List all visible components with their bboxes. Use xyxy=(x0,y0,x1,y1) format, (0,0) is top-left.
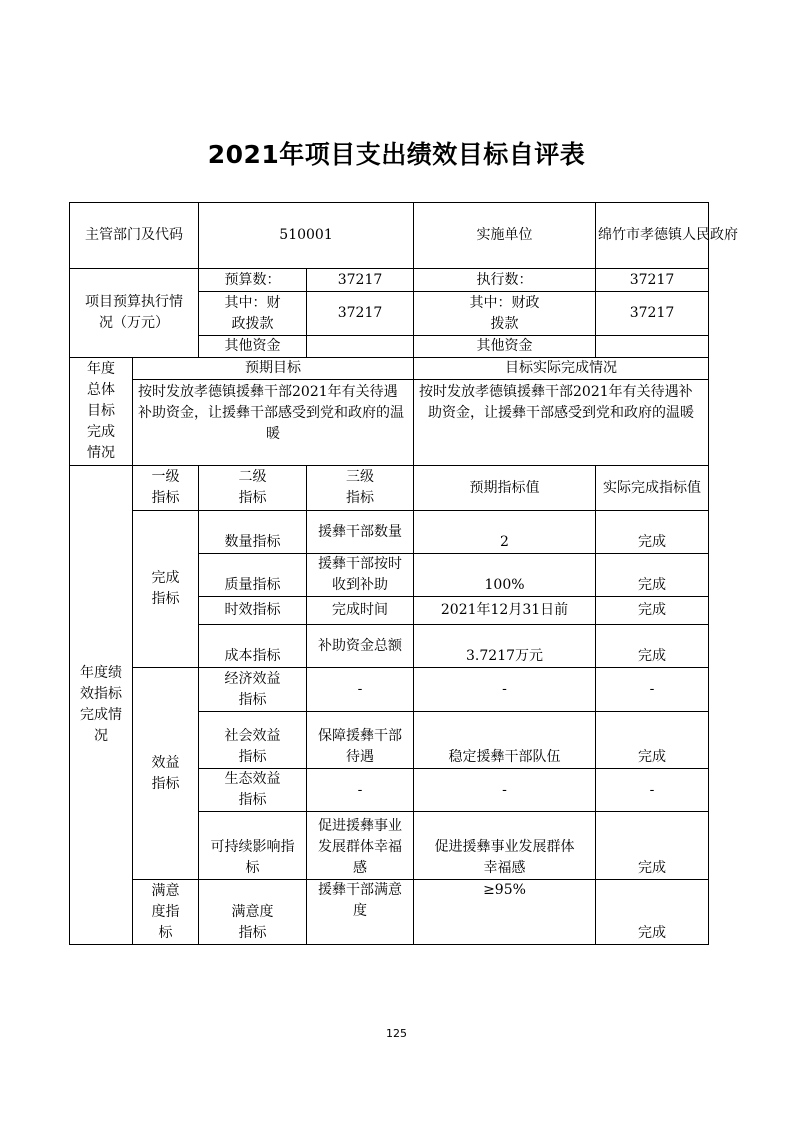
annual-section-label: 年度总体目标完成情况 xyxy=(70,358,133,466)
dept-label: 主管部门及代码 xyxy=(70,203,199,269)
budget-section-label: 项目预算执行情况（万元） xyxy=(70,269,199,358)
fiscal-budget-value: 37217 xyxy=(307,292,414,336)
exec-label: 执行数： xyxy=(414,269,596,292)
level3-cell: 补助资金总额 xyxy=(307,625,414,668)
other-exec-value xyxy=(596,336,709,358)
actual-cell: 完成 xyxy=(596,597,709,625)
table-row xyxy=(70,511,709,554)
level2-cell: 时效指标 xyxy=(199,597,307,625)
group-satisfaction: 满意度指标 xyxy=(133,880,199,945)
level2-cell: 生态效益指标 xyxy=(199,769,307,812)
actual-cell: 完成 xyxy=(596,712,709,769)
actual-cell: 完成 xyxy=(596,511,709,554)
annual-header-row xyxy=(70,358,709,380)
indicator-header-row xyxy=(70,466,709,511)
actual-header: 目标实际完成情况 xyxy=(414,358,709,380)
unit-label: 实施单位 xyxy=(414,203,596,269)
level3-cell: 保障援彝干部待遇 xyxy=(307,712,414,769)
level2-cell: 质量指标 xyxy=(199,554,307,597)
expected-cell: - xyxy=(414,769,596,812)
dept-code: 510001 xyxy=(199,203,414,269)
annual-content-row xyxy=(70,380,709,466)
level3-cell: 援彝干部满意度 xyxy=(307,880,414,945)
fiscal-budget-label: 其中：财政拨款 xyxy=(199,292,307,336)
indicator-section-label: 年度绩效指标完成情况 xyxy=(70,466,133,945)
level3-header: 三级指标 xyxy=(307,466,414,511)
table-row xyxy=(70,668,709,712)
expected-cell: 2021年12月31日前 xyxy=(414,597,596,625)
level2-cell: 成本指标 xyxy=(199,625,307,668)
actual-cell: - xyxy=(596,668,709,712)
expected-cell: 100% xyxy=(414,554,596,597)
actual-text: 按时发放孝德镇援彝干部2021年有关待遇补助资金，让援彝干部感受到党和政府的温暖 xyxy=(414,380,709,466)
level2-cell: 经济效益指标 xyxy=(199,668,307,712)
budget-label: 预算数： xyxy=(199,269,307,292)
level3-cell: 援彝干部按时收到补助 xyxy=(307,554,414,597)
group-completion: 完成指标 xyxy=(133,511,199,668)
other-budget-value xyxy=(307,336,414,358)
actual-value-header: 实际完成指标值 xyxy=(596,466,709,511)
expected-header: 预期目标 xyxy=(133,358,414,380)
budget-row xyxy=(70,269,709,292)
performance-table xyxy=(69,202,739,945)
level2-cell: 数量指标 xyxy=(199,511,307,554)
expected-header: 预期指标值 xyxy=(414,466,596,511)
group-benefit: 效益指标 xyxy=(133,668,199,880)
level2-cell: 可持续影响指标 xyxy=(199,812,307,880)
header-row xyxy=(70,203,709,269)
actual-cell: 完成 xyxy=(596,880,709,945)
expected-cell: 3.7217万元 xyxy=(414,625,596,668)
page-number: 125 xyxy=(386,1027,407,1040)
unit-name: 绵竹市孝德镇人民政府 xyxy=(596,203,709,269)
exec-value: 37217 xyxy=(596,269,709,292)
expected-cell: 促进援彝事业发展群体幸福感 xyxy=(414,812,596,880)
level3-cell: 援彝干部数量 xyxy=(307,511,414,554)
level3-cell: - xyxy=(307,769,414,812)
level2-header: 二级指标 xyxy=(199,466,307,511)
expected-text: 按时发放孝德镇援彝干部2021年有关待遇补助资金，让援彝干部感受到党和政府的温暖 xyxy=(133,380,414,466)
fiscal-exec-label: 其中：财政拨款 xyxy=(414,292,596,336)
actual-cell: 完成 xyxy=(596,554,709,597)
level3-cell: 促进援彝事业发展群体幸福感 xyxy=(307,812,414,880)
page-title: 2021年项目支出绩效目标自评表 xyxy=(207,140,586,169)
level2-cell: 社会效益指标 xyxy=(199,712,307,769)
actual-cell: 完成 xyxy=(596,812,709,880)
expected-cell: 2 xyxy=(414,511,596,554)
expected-cell: 稳定援彝干部队伍 xyxy=(414,712,596,769)
actual-cell: 完成 xyxy=(596,625,709,668)
table-row xyxy=(70,880,709,945)
level1-header: 一级指标 xyxy=(133,466,199,511)
expected-cell: ≥95% xyxy=(414,880,596,945)
actual-cell: - xyxy=(596,769,709,812)
level3-cell: 完成时间 xyxy=(307,597,414,625)
other-exec-label: 其他资金 xyxy=(414,336,596,358)
fiscal-exec-value: 37217 xyxy=(596,292,709,336)
expected-cell: - xyxy=(414,668,596,712)
other-budget-label: 其他资金 xyxy=(199,336,307,358)
level2-cell: 满意度指标 xyxy=(199,880,307,945)
budget-value: 37217 xyxy=(307,269,414,292)
level3-cell: - xyxy=(307,668,414,712)
